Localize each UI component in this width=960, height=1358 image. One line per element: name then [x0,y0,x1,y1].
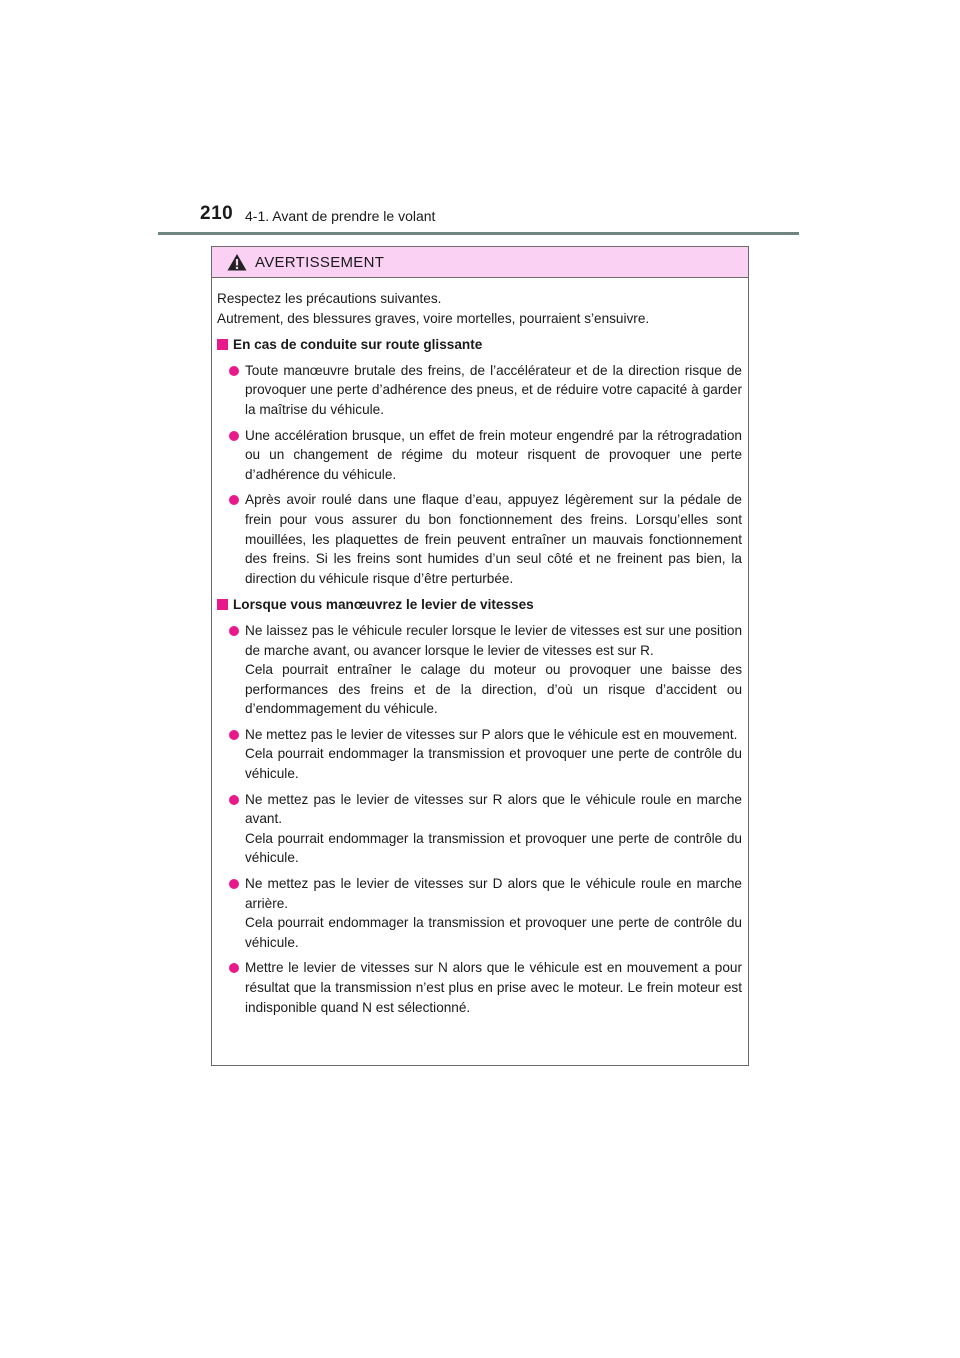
item-paragraph: Ne laissez pas le véhicule reculer lorsque le levier de vitesses est sur une position de marche avant, ou avancer lorsque le levier de vitesses est sur R. [245,622,742,658]
page-number: 210 [200,203,234,224]
item-text [245,725,742,784]
item-text [245,426,742,485]
dot-bullet-icon [229,879,239,889]
item-text [245,621,742,719]
warning-header [212,247,748,278]
item-text [245,874,742,952]
intro-line: Autrement, des blessures graves, voire mortelles, pourraient s’ensuivre. [217,310,650,326]
item-paragraph: Ne mettez pas le levier de vitesses sur P alors que le véhicule est en mouvement. [245,726,738,742]
dot-bullet-icon [229,795,239,805]
section-heading-text: Lorsque vous manœuvrez le levier de vitesses [233,597,534,613]
warning-title: AVERTISSEMENT [255,253,385,271]
section-heading [217,595,742,615]
list-item [217,790,742,868]
section-heading [217,335,742,355]
item-text [245,490,742,588]
section-title: 4-1. Avant de prendre le volant [245,208,436,224]
list-item [217,361,742,420]
list-item [217,874,742,952]
list-item [217,621,742,719]
item-text [245,361,742,420]
warning-box [211,246,749,1066]
item-paragraph: Cela pourrait endommager la transmission et provoquer une perte de contrôle du véhicule. [245,746,742,782]
dot-bullet-icon [229,495,239,505]
list-item [217,490,742,588]
intro-line: Respectez les précautions suivantes. [217,291,442,306]
warning-body [212,278,748,1017]
list-item [217,958,742,1017]
item-paragraph: Cela pourrait endommager la transmission et provoquer une perte de contrôle du véhicule. [245,915,742,950]
header-rule [158,232,799,235]
warning-triangle-icon [227,253,247,271]
dot-bullet-icon [229,431,239,441]
list-item [217,426,742,485]
section-slippery-road [217,335,742,588]
item-paragraph: Une accélération brusque, un effet de frein moteur engendré par la rétrogradation ou un changement de régime du moteur risquent de provoquer une perte d’adhérence du véhicule. [245,427,742,482]
item-paragraph: Mettre le levier de vitesses sur N alors que le véhicule est en mouvement a pour résultat que la transmission n’est plus en prise avec le moteur. Le frein moteur est indisponible quand N est sélectionné. [245,960,742,1015]
warning-intro [217,289,742,328]
square-bullet-icon [217,339,228,350]
item-paragraph: Toute manœuvre brutale des freins, de l’accélérateur et de la direction risque de provoquer une perte d’adhérence des pneus, et de réduire votre capacité à garder la maîtrise du véhicule. [245,362,742,417]
section-shift-lever [217,595,742,1017]
section-heading-text: En cas de conduite sur route glissante [233,337,483,353]
item-paragraph: Ne mettez pas le levier de vitesses sur R alors que le véhicule roule en marche avant. [245,791,742,827]
item-paragraph: Après avoir roulé dans une flaque d’eau, appuyez légèrement sur la pédale de frein pour vous assurer du bon fonctionnement des freins. Lorsqu’elles sont mouillées, les plaquettes de frein peuvent entraîner un mauvais fonctionnement des freins. Si les freins sont humides d’un seul côté et ne freinent pas bien, la direction du véhicule risque d’être perturbée. [245,492,742,586]
dot-bullet-icon [229,963,239,973]
item-paragraph: Ne mettez pas le levier de vitesses sur D alors que le véhicule roule en marche arrière. [245,876,742,911]
list-item [217,725,742,784]
dot-bullet-icon [229,366,239,376]
square-bullet-icon [217,599,228,610]
dot-bullet-icon [229,730,239,740]
item-text [245,790,742,868]
dot-bullet-icon [229,626,239,636]
item-paragraph: Cela pourrait entraîner le calage du moteur ou provoquer une baisse des performances des freins et de la direction, d’où un risque d’accident ou d’endommagement du véhicule. [245,662,742,717]
item-paragraph: Cela pourrait endommager la transmission et provoquer une perte de contrôle du véhicule. [245,830,742,866]
item-text [245,958,742,1017]
